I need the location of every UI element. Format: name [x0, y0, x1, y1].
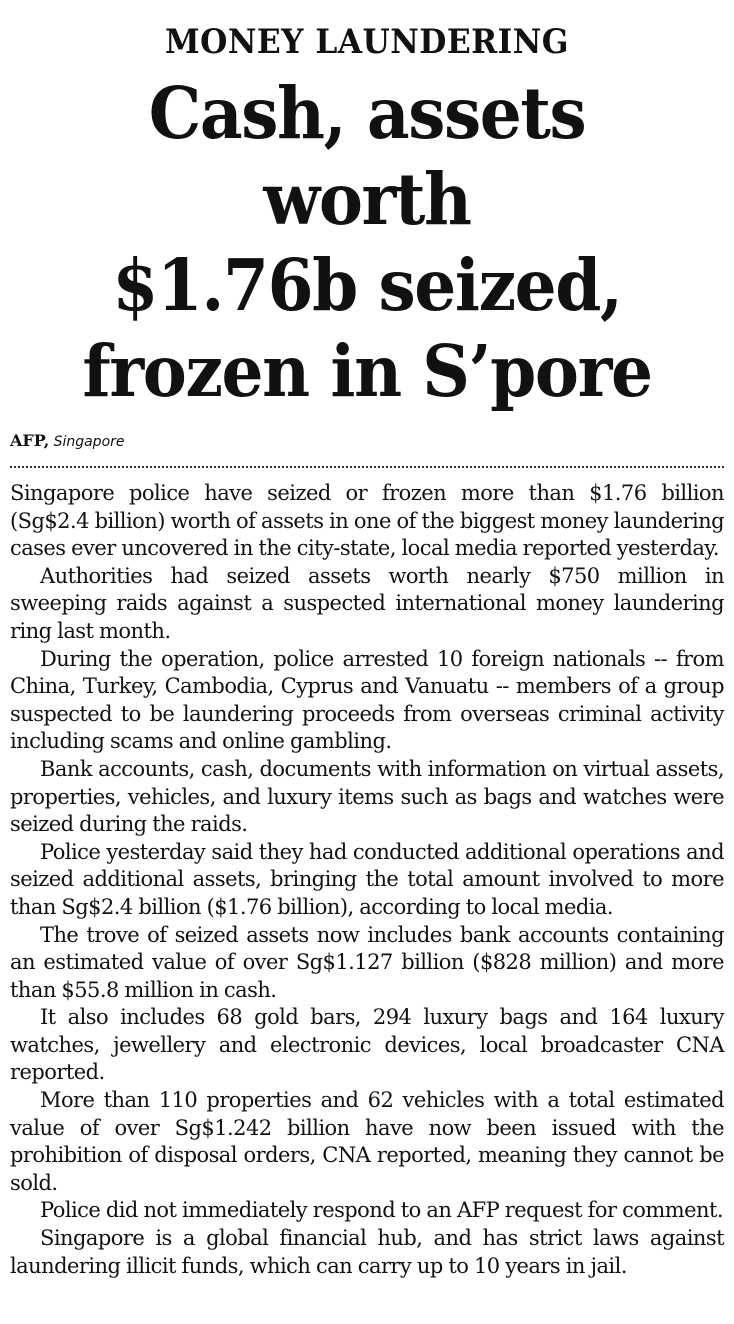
byline [10, 430, 724, 452]
headline-line: frozen in S’pore [82, 329, 652, 413]
headline-line: $1.76b seized, [112, 243, 622, 327]
headline-line: Cash, assets worth [148, 71, 586, 241]
body-paragraph: Singapore police have seized or frozen more than $1.76 billion (Sg$2.4 billion) worth of assets in one of the biggest money laundering cases ever uncovered in the city-state, local media reported yesterday. [10, 481, 724, 561]
body-paragraph: More than 110 properties and 62 vehicles with a total estimated value of over Sg$1.242 billion have now been issued with the prohibition of disposal orders, CNA reported, meaning they cannot be sold. [10, 1088, 724, 1195]
section-kicker: MONEY LAUNDERING [165, 22, 569, 62]
dotted-divider [10, 466, 724, 468]
body-paragraph: Bank accounts, cash, documents with information on virtual assets, properties, vehicles, and luxury items such as bags and watches were seized during the raids. [10, 756, 724, 837]
headline [35, 70, 699, 414]
body-paragraph: During the operation, police arrested 10 foreign nationals -- from China, Turkey, Cambodia, Cyprus and Vanuatu -- members of a group suspected to be laundering proceeds from overseas criminal activity including scams and online gambling. [10, 646, 724, 754]
body-paragraph: Authorities had seized assets worth nearly $750 million in sweeping raids against a suspected international money laundering ring last month. [10, 563, 724, 643]
body-paragraph: Police did not immediately respond to an AFP request for comment. [40, 1198, 723, 1223]
article-body [10, 480, 724, 1280]
byline-location: Singapore [53, 434, 125, 450]
byline-agency: AFP, [10, 431, 50, 450]
body-paragraph: The trove of seized assets now includes bank accounts containing an estimated value of over Sg$1.127 billion ($828 million) and more than $55.8 million in cash. [10, 922, 724, 1002]
article-page [0, 22, 734, 1324]
body-paragraph: Singapore is a global financial hub, and has strict laws against laundering illicit funds, which can carry up to 10 years in jail. [10, 1226, 724, 1278]
body-paragraph: Police yesterday said they had conducted additional operations and seized additional assets, bringing the total amount involved to more than Sg$2.4 billion ($1.76 billion), according to local media. [10, 839, 724, 919]
body-paragraph: It also includes 68 gold bars, 294 luxury bags and 164 luxury watches, jewellery and electronic devices, local broadcaster CNA reported. [10, 1005, 724, 1085]
